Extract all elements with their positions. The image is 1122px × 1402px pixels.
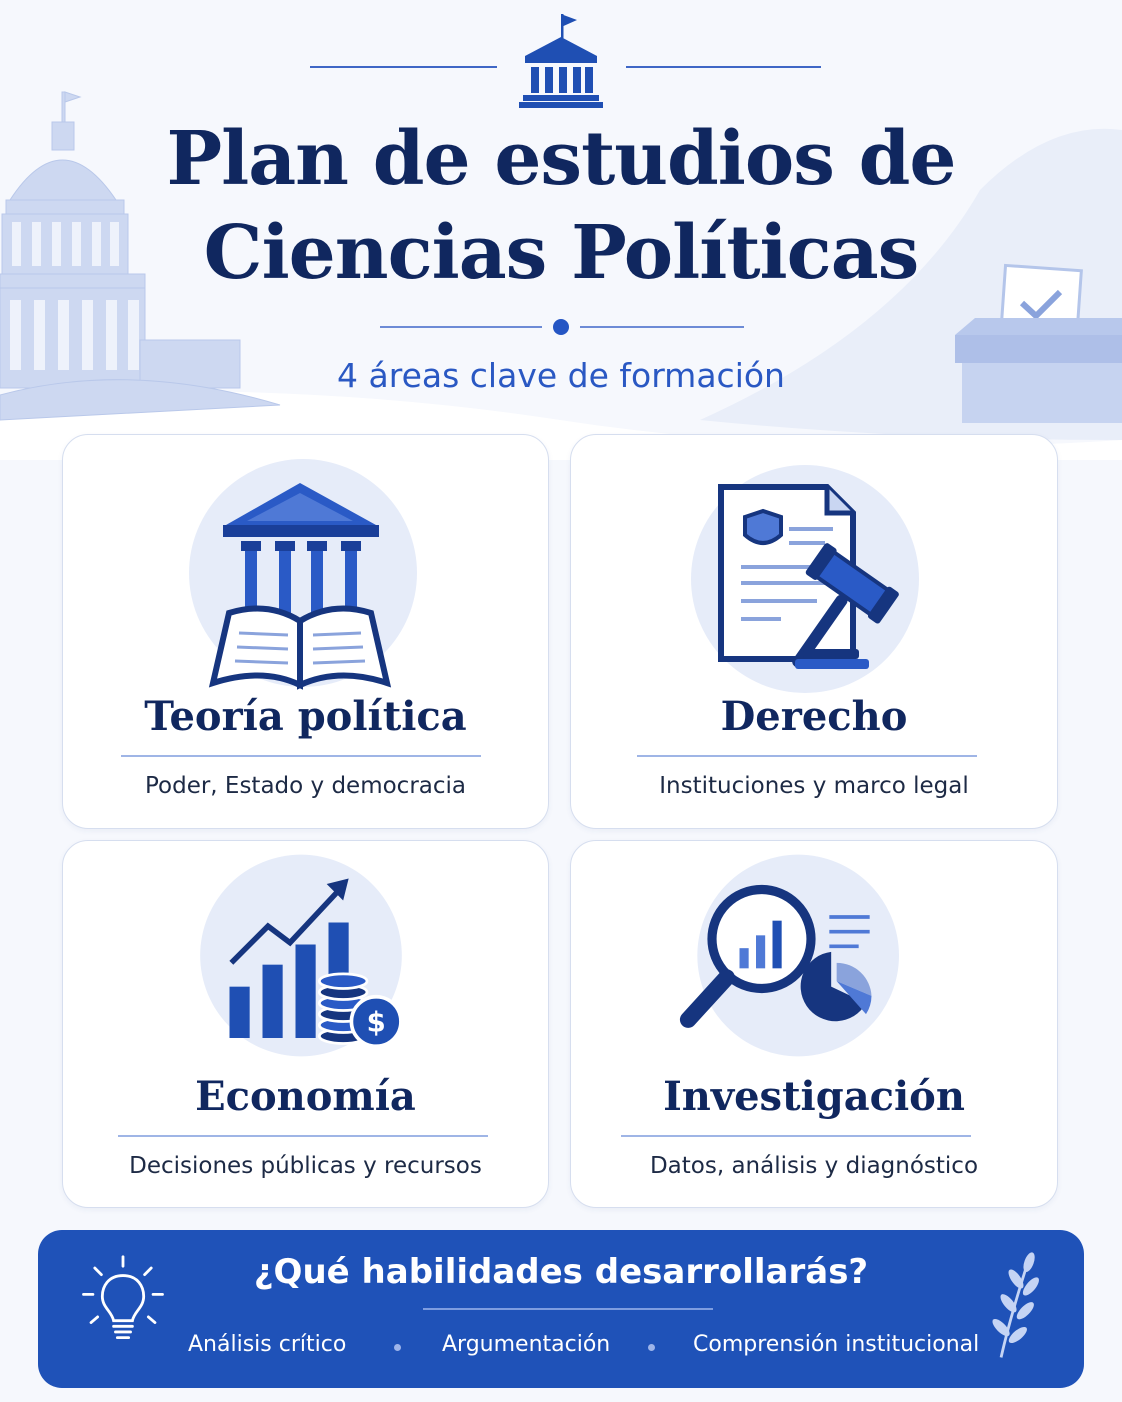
divider-dot: [553, 319, 569, 335]
page-title: [60, 112, 1062, 300]
card-rule: [118, 1135, 488, 1137]
banner-rule: [423, 1308, 713, 1310]
header: [0, 0, 1122, 430]
magnifier-chart-icon: [669, 851, 909, 1071]
document-gavel-icon: [685, 459, 925, 699]
card-description: Instituciones y marco legal: [659, 773, 969, 799]
temple-book-icon: [183, 453, 423, 693]
growth-chart-coins-icon: [181, 851, 421, 1071]
card-title: Derecho: [720, 693, 908, 740]
card-rule: [637, 755, 977, 757]
skill-item: Análisis crítico: [188, 1332, 347, 1357]
institution-icon: [515, 12, 607, 110]
skills-banner: [38, 1230, 1084, 1388]
card-teoria-politica: [62, 434, 549, 829]
card-title: Economía: [195, 1073, 416, 1120]
card-economia: [62, 840, 549, 1208]
skill-item: Argumentación: [442, 1332, 611, 1357]
divider-line: [580, 326, 744, 328]
card-description: Decisiones públicas y recursos: [129, 1153, 482, 1179]
skill-item: Comprensión institucional: [693, 1332, 980, 1357]
svg-text:$: $: [366, 1006, 386, 1039]
card-rule: [121, 755, 481, 757]
divider-line: [380, 326, 542, 328]
page-subtitle: 4 áreas clave de formación: [337, 356, 785, 395]
decorative-line: [626, 66, 821, 68]
laurel-branch-icon: [988, 1248, 1044, 1366]
card-derecho: [570, 434, 1058, 829]
title-line-1: Plan de estudios de: [166, 116, 956, 202]
skill-separator: [648, 1344, 655, 1351]
card-title: Investigación: [663, 1073, 965, 1120]
title-line-2: Ciencias Políticas: [203, 210, 919, 296]
skill-separator: [394, 1344, 401, 1351]
card-description: Poder, Estado y democracia: [144, 773, 467, 799]
card-description: Datos, análisis y diagnóstico: [649, 1153, 979, 1179]
card-title: Teoría política: [144, 693, 467, 740]
card-rule: [621, 1135, 971, 1137]
skills-title: ¿Qué habilidades desarrollarás?: [253, 1252, 869, 1292]
decorative-line: [310, 66, 497, 68]
card-investigacion: [570, 840, 1058, 1208]
